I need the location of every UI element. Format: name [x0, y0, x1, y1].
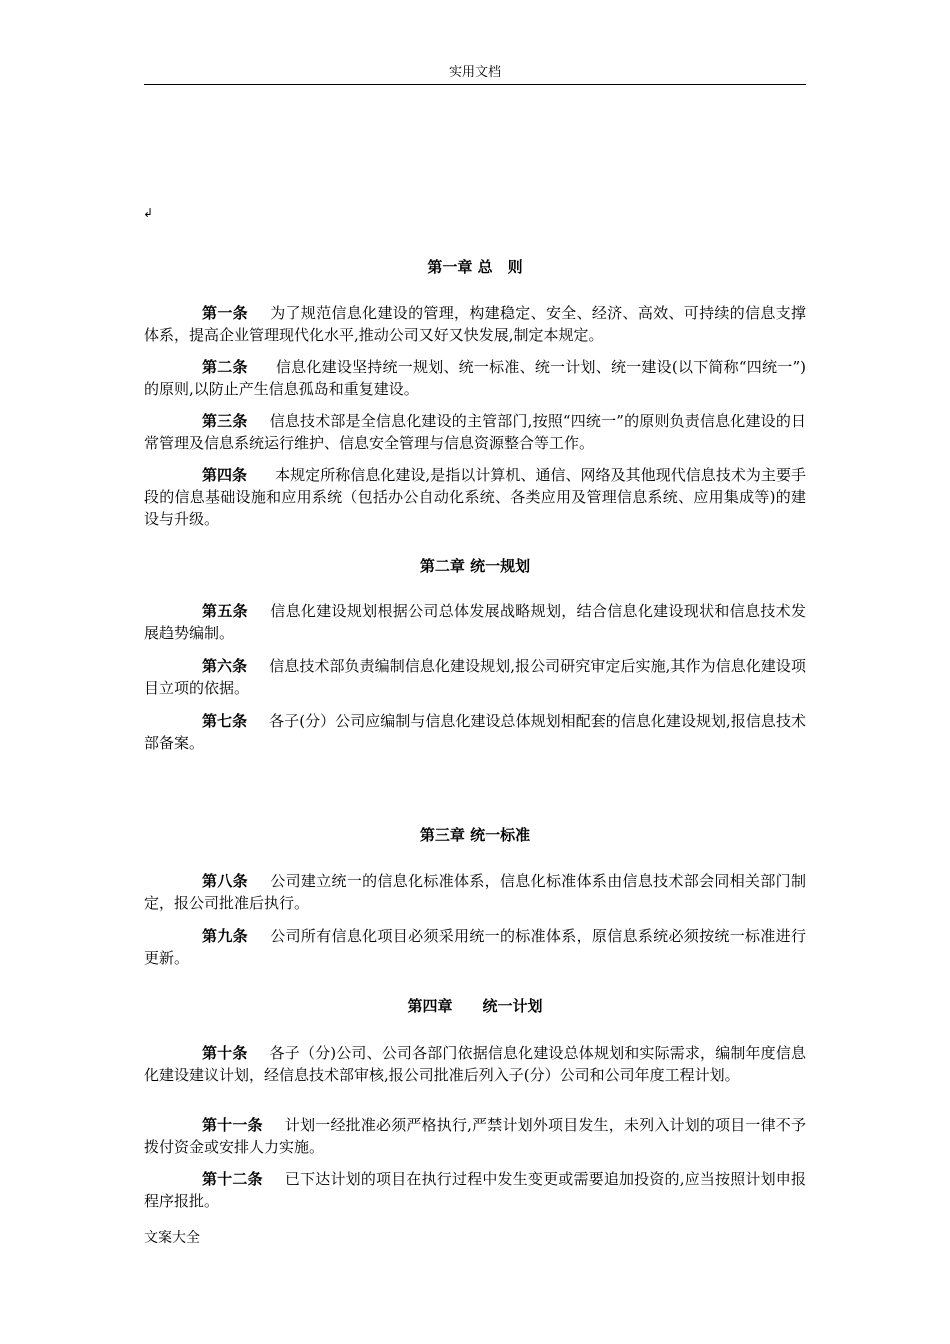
article-text: 计划一经批准必须严格执行,严禁计划外项目发生，未列入计划的项目一律不予拨付资金或安排人力实施。: [144, 1116, 806, 1156]
chapter-title: 第四章 统一计划: [407, 997, 543, 1015]
article-text: 已下达计划的项目在执行过程中发生变更或需要追加投资的,应当按照计划申报程序报批。: [144, 1170, 806, 1210]
article-label: 第三条: [202, 412, 248, 430]
article-label: 第九条: [202, 927, 248, 945]
article-text: 为了规范信息化建设的管理，构建稳定、安全、经济、高效、可持续的信息支撑体系，提高企业管理现代化水平,推动公司又好又快发展,制定本规定。: [144, 304, 806, 344]
article-label: 第四条: [202, 466, 248, 484]
article: [144, 1114, 806, 1158]
article-text: 各子（分)公司、公司各部门依据信息化建设总体规划和实际需求，编制年度信息化建设建议计划，经信息技术部审核,报公司批准后列入子(分）公司和公司年度工程计划。: [144, 1044, 806, 1084]
article-text: 公司建立统一的信息化标准体系，信息化标准体系由信息技术部会同相关部门制定，报公司批准后执行。: [144, 872, 806, 912]
article-text: 信息化建设规划根据公司总体发展战略规划，结合信息化建设现状和信息技术发展趋势编制。: [144, 602, 806, 642]
article: [144, 1042, 806, 1086]
article: [144, 600, 806, 644]
article-label: 第十二条: [202, 1170, 263, 1188]
article-label: 第八条: [202, 872, 248, 890]
article: [144, 356, 806, 400]
article-label: 第一条: [202, 304, 248, 322]
article: [144, 655, 806, 699]
article-text: 信息技术部负责编制信息化建设规划,报公司研究审定后实施,其作为信息化建设项目立项的依据。: [144, 657, 806, 697]
article-label: 第五条: [202, 602, 248, 620]
article-label: 第七条: [202, 712, 248, 730]
page-header: 实用文档: [448, 65, 501, 80]
paragraph-mark-icon: ↲: [143, 206, 154, 220]
chapter-title: 第二章 统一规划: [419, 557, 531, 575]
article: [144, 710, 806, 754]
article-label: 第二条: [202, 358, 248, 376]
article-text: 公司所有信息化项目必须采用统一的标准体系，原信息系统必须按统一标准进行更新。: [144, 927, 806, 967]
chapter-title: 第一章 总 则: [427, 258, 523, 276]
chapter-title: 第三章 统一标准: [419, 826, 531, 844]
article-label: 第十一条: [202, 1116, 263, 1134]
page-footer: 文案大全: [144, 1230, 200, 1246]
article: [144, 302, 806, 346]
article-label: 第六条: [202, 657, 248, 675]
article: [144, 464, 806, 530]
article: [144, 925, 806, 969]
article: [144, 870, 806, 914]
article: [144, 410, 806, 454]
article-text: 信息技术部是全信息化建设的主管部门,按照“四统一”的原则负责信息化建设的日常管理及信息系统运行维护、信息安全管理与信息资源整合等工作。: [144, 412, 806, 452]
article-text: 信息化建设坚持统一规划、统一标准、统一计划、统一建设(以下简称“四统一”)的原则,以防止产生信息孤岛和重复建设。: [144, 358, 806, 398]
article: [144, 1168, 806, 1212]
article-text: 本规定所称信息化建设,是指以计算机、通信、网络及其他现代信息技术为主要手段的信息基础设施和应用系统（包括办公自动化系统、各类应用及管理信息系统、应用集成等)的建设与升级。: [144, 466, 806, 528]
article-text: 各子(分）公司应编制与信息化建设总体规划相配套的信息化建设规划,报信息技术部备案。: [144, 712, 806, 752]
header-divider: [144, 84, 806, 85]
article-label: 第十条: [202, 1044, 248, 1062]
